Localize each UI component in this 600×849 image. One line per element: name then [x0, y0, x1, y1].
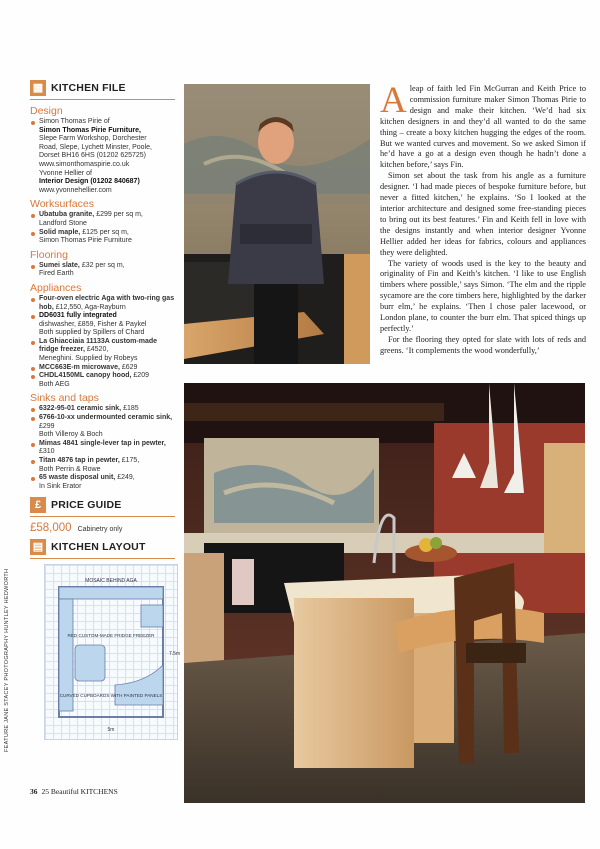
appliance-item-bold: CHDL4150ML canopy hood, — [39, 372, 132, 380]
appliance-item-line — [39, 372, 175, 381]
worksurfaces-heading: Worksurfaces — [30, 198, 94, 211]
appliance-item-bold: Four-oven electric Aga with two-ring gas hob, — [39, 294, 175, 311]
design-heading: Design — [30, 105, 63, 117]
plan-label-fridge: RED CUSTOM-MADE FRIDGE FREEZER — [67, 633, 155, 639]
aga-wall-units — [59, 587, 163, 599]
appliance-item-text: £12,550, Aga-Rayburn — [55, 303, 126, 311]
kitchen-photo-image — [184, 383, 585, 803]
sink-item-bold: Mimas 4841 single-lever tap in pewter, — [39, 439, 166, 447]
appliance-item — [30, 295, 175, 312]
sink-item-line — [39, 405, 175, 414]
sink-item-text: £310 — [39, 448, 55, 456]
kitchen-photo — [184, 383, 585, 803]
kitchen-file-title: KITCHEN FILE — [51, 82, 126, 94]
appliance-item — [30, 372, 175, 389]
sink-item-text: £249, — [117, 474, 135, 482]
design-line: Simon Thomas Pirie of — [39, 118, 110, 125]
worksurface-item-supplier: Landford Stone — [39, 219, 87, 227]
flooring-item — [30, 262, 175, 279]
appliance-item — [30, 338, 175, 364]
kitchen-layout-header — [30, 539, 175, 559]
design-yvonne-lead — [39, 170, 175, 179]
appliance-item-text: dishwasher, £859, Fisher & Paykel — [39, 320, 147, 328]
design-company: Simon Thomas Pirie Furniture, — [39, 126, 141, 134]
sinks-heading: Sinks and taps — [30, 392, 99, 405]
price-guide-header — [30, 497, 175, 517]
price-caption: Cabinetry only — [77, 526, 123, 534]
sink-item-bold: Titan 4876 tap in pewter, — [39, 457, 120, 464]
kitchen-layout-title: KITCHEN LAYOUT — [51, 541, 146, 554]
flooring-item-line — [39, 262, 175, 271]
sink-item-supplier: Both Perrin & Rowe — [39, 465, 101, 473]
island-unit — [75, 645, 105, 681]
worksurface-item-supplier: Simon Thomas Pirie Furniture — [39, 237, 132, 245]
appliance-item-bold: La Ghiacciaia 11133A custom-made fridge freezer, — [39, 337, 158, 354]
sink-item-text: £185 — [123, 405, 139, 413]
design-address-2: Road, Slepe, Lychett Minster, Poole, — [39, 143, 152, 151]
yvonne-lead-text: Yvonne Hellier of — [39, 169, 92, 177]
curved-cupboards-shape — [115, 665, 163, 705]
plan-label-mosaic: MOSAIC BEHIND AGA — [85, 578, 137, 585]
article-paragraph: For the flooring they opted for slate with lots of reds and greens. ‘It complements the wood wonderfully,’ — [380, 334, 586, 355]
price-guide-title: PRICE GUIDE — [51, 499, 122, 512]
kitchen-floor-plan — [44, 564, 181, 740]
appliance-item-bold: DD6031 fully integrated — [39, 312, 117, 320]
worksurface-item-text: £299 per sq m, — [96, 211, 143, 219]
plan-label-cupboards: CURVED CUPBOARDS WITH PAINTED PANELS — [59, 693, 163, 699]
page-footer — [30, 787, 118, 796]
sink-item — [30, 405, 175, 414]
appliance-item-line — [39, 364, 175, 373]
sink-item-bold: 6766-10-xx undermounted ceramic sink, — [39, 414, 173, 422]
article-paragraph: Simon set about the task from his angle as a furniture designer. ‘I had made pieces of bespoke furniture before, but never a fitted kitchen,’ he explains. ‘So I looked at the interior architecture and designed some free-standing pieces to bring out its best features.’ Fin and Keith fell in love with the designs instantly and when interior designer Yvonne Hellier added her ideas for fabrics, colours and appliances they were delighted. — [380, 171, 586, 257]
sink-item-supplier: Both Villeroy & Boch — [39, 431, 103, 439]
sink-item-line — [39, 440, 175, 457]
sink-item-supplier: In Sink Erator — [39, 482, 82, 490]
worksurface-item-bold: Solid maple, — [39, 228, 81, 236]
appliance-item — [30, 364, 175, 373]
plan-label-height: 7.5m — [169, 651, 181, 658]
sink-item-line — [39, 474, 175, 483]
design-address-1: Slepe Farm Workshop, Dorchester — [39, 135, 147, 143]
worksurface-item — [30, 229, 175, 246]
sink-item-bold: 65 waste disposal unit, — [39, 474, 116, 482]
flooring-item-supplier: Fired Earth — [39, 270, 74, 278]
design-yvonne-name: Interior Design (01202 840687) — [39, 178, 140, 186]
appliances-heading: Appliances — [30, 281, 82, 294]
worksurface-item-bold: Ubatuba granite, — [39, 211, 95, 219]
appliance-item-line — [39, 338, 175, 355]
sink-item — [30, 440, 175, 457]
article-paragraph: The variety of woods used is the key to the beauty and originality of Fin and Keith’s kitchen. ‘I like to use English timbers where possible,’ says Simon. ‘The elm and the ripple sycamore are the core timbers here, highlighted by the darker burr elm,’ he explains. ‘Then I chose paler lacewood, or London plane, to counter the burr elm. That spiced things up perfectly.’ — [380, 258, 586, 333]
floor-plan-drawing — [45, 565, 179, 741]
worksurface-item-text: £125 per sq m, — [82, 228, 129, 236]
flooring-item-bold: Sumei slate, — [39, 261, 80, 269]
sink-item — [30, 414, 175, 440]
appliance-item-supplier: Both supplied by Spillers of Chard — [39, 329, 145, 337]
portrait-photo — [184, 84, 370, 364]
magazine-title: 25 Beautiful KITCHENS — [41, 787, 118, 796]
appliance-item-text: £209 — [133, 372, 149, 380]
sink-item-line — [39, 414, 175, 431]
price-guide — [30, 522, 175, 534]
sink-item-bold: 6322-95-01 ceramic sink, — [39, 405, 122, 413]
design-website: www.simonthomaspirie.co.uk — [39, 160, 130, 168]
price-amount: £58,000 — [30, 522, 72, 535]
portrait-photo-image — [184, 84, 370, 364]
photo-credits — [4, 568, 14, 752]
design-address-3: Dorset BH16 6HS (01202 625725) — [39, 152, 147, 160]
flooring-item-text: £32 per sq m, — [81, 261, 125, 269]
article-paragraph: leap of faith led Fin McGurran and Keith Price to commission furniture maker Simon Thomas Pirie to design and make their kitchen. ‘We’d had six kitchen designers in and they’d all wanted to do the same thing – create a boxy kitchen hugging the edges of the room. But we wanted curves and movement. So we asked Simon if he’d have a go at a design even though he hadn’t done a kitchen before,’ says Fin. — [380, 84, 586, 170]
kitchen-file-icon: ▦ — [30, 80, 46, 96]
kitchen-file-header — [30, 80, 175, 100]
kitchen-file-sidebar — [30, 80, 181, 820]
worksurface-item-line — [39, 211, 175, 220]
worksurface-item-line — [39, 229, 175, 238]
worksurface-item — [30, 211, 175, 228]
appliance-item-bold: MCC663E-m microwave, — [39, 363, 120, 371]
page-number: 36 — [30, 787, 38, 796]
sink-item-line — [39, 457, 175, 466]
appliance-item — [30, 312, 175, 338]
sink-item — [30, 474, 175, 491]
article-body — [380, 80, 586, 374]
floorplan-icon: ▤ — [30, 539, 46, 555]
design-yvonne-web: www.yvonnehellier.com — [39, 186, 112, 194]
drop-cap: A — [380, 80, 407, 121]
fridge-freezer-shape — [141, 605, 163, 627]
appliance-item-supplier: Meneghini. Supplied by Robeys — [39, 355, 138, 363]
appliance-item-supplier: Both AEG — [39, 380, 70, 388]
pound-coin-icon: £ — [30, 497, 46, 513]
credits-text: FEATURE JANE STACEY PHOTOGRAPHY HUNTLEY HEDWORTH — [4, 568, 10, 752]
sink-item — [30, 457, 175, 474]
flooring-heading: Flooring — [30, 248, 68, 261]
design-entry — [30, 118, 175, 195]
appliance-item-line — [39, 295, 175, 312]
sink-item-text: £175, — [121, 457, 140, 464]
appliance-item-text: £629 — [121, 363, 138, 371]
sink-item-text: £299 — [39, 422, 55, 430]
appliance-item-text: £4520, — [86, 346, 109, 354]
plan-label-width: 5m — [107, 727, 115, 734]
